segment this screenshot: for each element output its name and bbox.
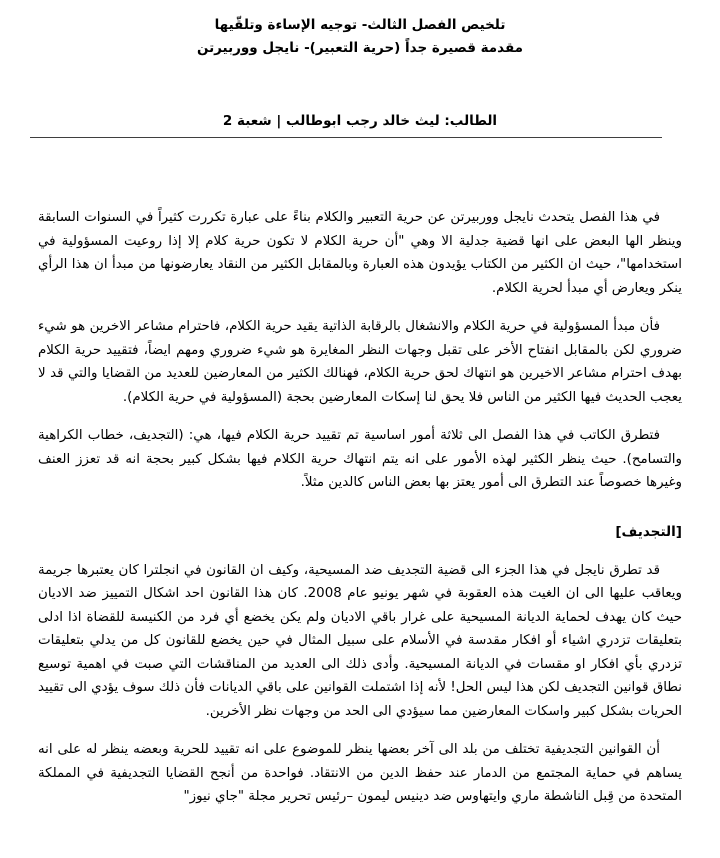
body-paragraph: فأن مبدأ المسؤولية في حرية الكلام والانشغال بالرقابة الذاتية يقيد حرية الكلام، فاحترام مشاعر الاخرين هو شيء ضروري لكن بالمقابل انفتاح الأخر على تقبل وجهات النظر المغايرة هو شيء ضروري ومهم ايضاً، فتقييد حرية الكلام بهدف احترام مشاعر الاخيرين هو انتهاك لحق حرية الكلام، فهنالك الكثير من المعارضين للعديد من القضايا والتي قد لا يعجب الحديث فيها الكثير من الناس فلا يحق لنا إسكات المعارضين بحجة (المسؤولية في حرية الكلام). [38,319,682,405]
student-info-block [30,59,690,131]
body-paragraph: قد تطرق نايجل في هذا الجزء الى قضية التجديف ضد المسيحية، وكيف ان القانون في انجلترا كان يعتبرها جريمة ويعاقب عليها الى ان الغيت هذه العقوبة في شهر يونيو عام 2008. كان هذا القانون احد اشكال التمييز ضد الاديان حيث كان يهدف لحماية الديانة المسيحية على غرار باقي الاديان ولم يكن يخضع أي فرد من الكنيسة للقضاة اذا ادلى بتعليقات تزدري اشياء أو افكار مقدسة في الأسلام على سبيل المثال في حين يخضع للقانون كل من يدلي بتعليقات تزدري بأي افكار او مقسات في الديانة المسيحية. وأدى ذلك الى العديد من المناقشات التي صبت في اهمية توسيع نطاق قوانين التجديف لكن هذا ليس الحل! لأنه إذا اشتملت القوانين على باقي الديانات فأن ذلك سوف يؤدي الى تقييد الحريات بشكل كبير واسكات المعارضين مما سيؤدي الى الحد من وجهات نظر الأخرين. [38,562,682,719]
document-body [30,138,690,809]
body-paragraph: في هذا الفصل يتحدث نايجل ووربيرتن عن حرية التعبير والكلام بناءً على عبارة تكررت كثيراً في السنوات السابقة وينظر الها البعض على انها قضية جدلية الا وهي "أن حرية الكلام لا تكون حرية كلام إلا إذا روعيت المسؤولية في استخدامها"، حيث ان الكثير من الكتاب يؤيدون هذه العبارة وبالمقابل الكثير من النقاد يعارضونها من مبدأ ان هذا الرأي ينكر ويعارض أي مبدأ لحرية الكلام. [38,210,682,296]
body-paragraph: فتطرق الكاتب في هذا الفصل الى ثلاثة أمور اساسية تم تقييد حرية الكلام فيها، هي: (التجديف، خطاب الكراهية والتسامح). حيث ينظر الكثير لهذه الأمور على انه يتم انتهاك حرية الكلام فيها بشكل كبير بحجة انه قد تعزز العنف وغيرها خصوصاً عند التطرق الى أمور يعتز بها بعض الناس كالدين مثلاً. [38,428,682,490]
header-title-line-2: مقدمة قصيرة جداً (حرية التعبير)- نايجل ووربيرتن [196,40,524,56]
section-heading-blasphemy: [التجديف] [615,523,682,540]
header-title-line-1: تلخيص الفصل الثالث- توجيه الإساءة وتلقّيها [214,17,506,33]
student-name-line: الطالب: ليث خالد رجب ابوطالب | شعبة 2 [222,113,498,129]
body-paragraph: أن القوانين التجديفية تختلف من بلد الى آخر بعضها ينظر للموضوع على انه تقييد للحرية وبعضه ينظر له على انه يساهم في حماية المجتمع من الدمار عند حفظ الدين من الانتقاد. فواحدة من أنجح القضايا التجديفية في المملكة المتحدة من قِبل الناشطة ماري وايتهاوس ضد دينيس ليمون –رئيس تحرير مجلة "جاي نيوز" [38,742,682,804]
document-header [30,12,690,59]
